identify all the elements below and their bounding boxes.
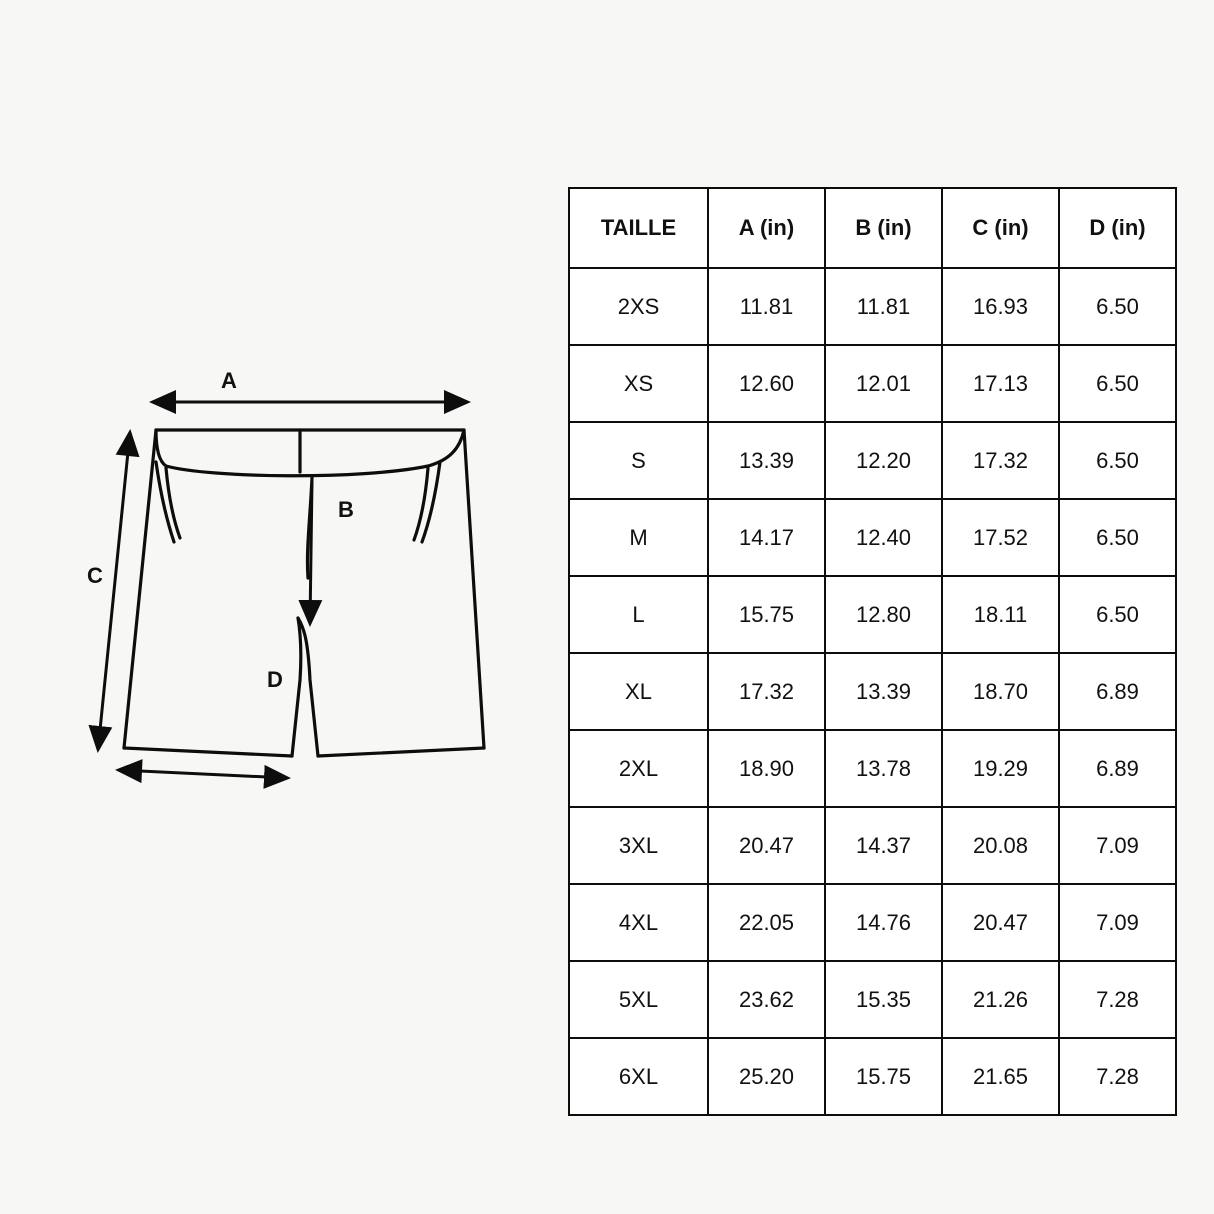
cell-d: 6.89 <box>1059 653 1176 730</box>
column-header-size: TAILLE <box>569 188 708 268</box>
cell-b: 12.80 <box>825 576 942 653</box>
shorts-outline <box>124 430 484 756</box>
cell-size: XS <box>569 345 708 422</box>
cell-b: 13.78 <box>825 730 942 807</box>
cell-a: 12.60 <box>708 345 825 422</box>
cell-size: M <box>569 499 708 576</box>
cell-b: 11.81 <box>825 268 942 345</box>
cell-a: 11.81 <box>708 268 825 345</box>
cell-a: 20.47 <box>708 807 825 884</box>
cell-c: 16.93 <box>942 268 1059 345</box>
cell-c: 17.13 <box>942 345 1059 422</box>
cell-size: XL <box>569 653 708 730</box>
cell-d: 6.50 <box>1059 345 1176 422</box>
dimension-label-d: D <box>267 667 283 692</box>
column-header-d: D (in) <box>1059 188 1176 268</box>
size-chart-table <box>568 187 1177 1116</box>
cell-a: 17.32 <box>708 653 825 730</box>
table-row <box>569 730 1176 807</box>
cell-size: S <box>569 422 708 499</box>
table-row <box>569 576 1176 653</box>
cell-b: 14.37 <box>825 807 942 884</box>
table-header-row <box>569 188 1176 268</box>
table-row <box>569 884 1176 961</box>
cell-d: 7.28 <box>1059 961 1176 1038</box>
cell-d: 6.50 <box>1059 499 1176 576</box>
cell-b: 15.35 <box>825 961 942 1038</box>
column-header-a: A (in) <box>708 188 825 268</box>
dimension-label-b: B <box>338 497 354 522</box>
cell-c: 17.32 <box>942 422 1059 499</box>
dimension-label-c: C <box>87 563 103 588</box>
cell-a: 23.62 <box>708 961 825 1038</box>
cell-a: 13.39 <box>708 422 825 499</box>
cell-size: 2XL <box>569 730 708 807</box>
cell-size: L <box>569 576 708 653</box>
cell-a: 25.20 <box>708 1038 825 1115</box>
cell-d: 6.89 <box>1059 730 1176 807</box>
shorts-measurement-diagram <box>60 350 530 820</box>
cell-d: 6.50 <box>1059 576 1176 653</box>
table-row <box>569 961 1176 1038</box>
cell-d: 6.50 <box>1059 422 1176 499</box>
cell-c: 21.26 <box>942 961 1059 1038</box>
cell-d: 7.09 <box>1059 807 1176 884</box>
cell-c: 18.70 <box>942 653 1059 730</box>
column-header-b: B (in) <box>825 188 942 268</box>
cell-size: 6XL <box>569 1038 708 1115</box>
cell-b: 13.39 <box>825 653 942 730</box>
cell-c: 18.11 <box>942 576 1059 653</box>
cell-b: 12.01 <box>825 345 942 422</box>
cell-c: 19.29 <box>942 730 1059 807</box>
cell-b: 12.40 <box>825 499 942 576</box>
cell-d: 7.09 <box>1059 884 1176 961</box>
cell-d: 6.50 <box>1059 268 1176 345</box>
dimension-label-a: A <box>221 368 237 393</box>
table-row <box>569 422 1176 499</box>
cell-size: 5XL <box>569 961 708 1038</box>
cell-a: 14.17 <box>708 499 825 576</box>
table-row <box>569 499 1176 576</box>
shorts-illustration <box>60 350 530 820</box>
cell-b: 15.75 <box>825 1038 942 1115</box>
cell-b: 12.20 <box>825 422 942 499</box>
table-row <box>569 653 1176 730</box>
cell-d: 7.28 <box>1059 1038 1176 1115</box>
column-header-c: C (in) <box>942 188 1059 268</box>
cell-a: 18.90 <box>708 730 825 807</box>
cell-b: 14.76 <box>825 884 942 961</box>
table-row <box>569 268 1176 345</box>
cell-size: 4XL <box>569 884 708 961</box>
cell-c: 17.52 <box>942 499 1059 576</box>
table-row <box>569 807 1176 884</box>
cell-a: 22.05 <box>708 884 825 961</box>
cell-c: 20.47 <box>942 884 1059 961</box>
cell-a: 15.75 <box>708 576 825 653</box>
table-row <box>569 1038 1176 1115</box>
cell-size: 3XL <box>569 807 708 884</box>
cell-c: 21.65 <box>942 1038 1059 1115</box>
cell-size: 2XS <box>569 268 708 345</box>
table-row <box>569 345 1176 422</box>
cell-c: 20.08 <box>942 807 1059 884</box>
